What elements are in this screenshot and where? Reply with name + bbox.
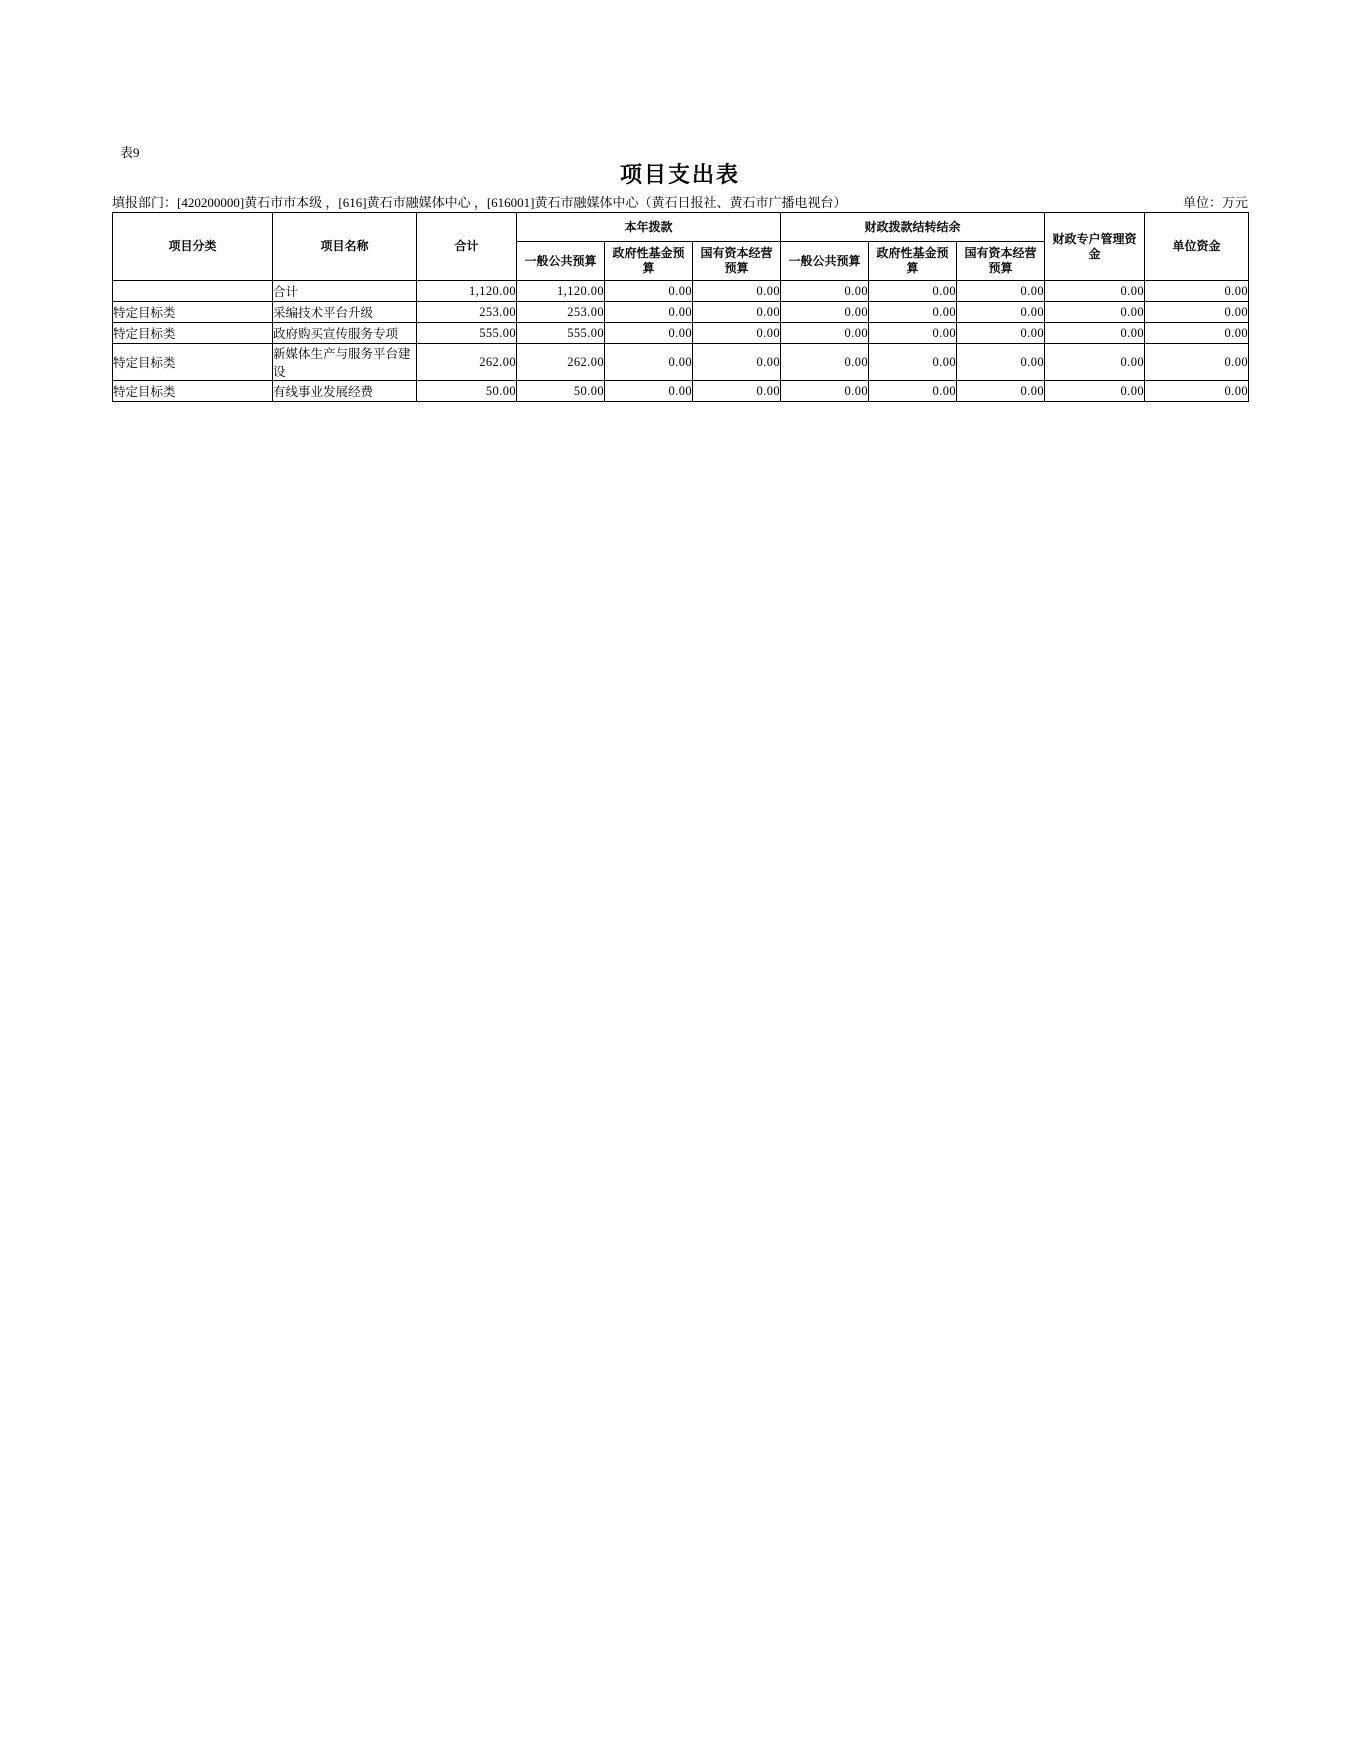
- cell-co-capital: 0.00: [957, 302, 1045, 323]
- cell-total: 50.00: [417, 381, 517, 402]
- cell-project-name: 采编技术平台升级: [273, 302, 417, 323]
- header-cy-general-public: 一般公共预算: [517, 242, 605, 281]
- reporting-department-label: 填报部门：[420200000]黄石市市本级 ，[616]黄石市融媒体中心 ，[616001]黄石市融媒体中心（黄石日报社、黄石市广播电视台）: [112, 195, 847, 210]
- cell-co-fund: 0.00: [869, 344, 957, 381]
- cell-special: 0.00: [1045, 381, 1145, 402]
- cell-unit: 0.00: [1145, 323, 1249, 344]
- table-header: [113, 213, 1249, 281]
- cell-co-general: 0.00: [781, 323, 869, 344]
- cell-special: 0.00: [1045, 344, 1145, 381]
- cell-category: [113, 281, 273, 302]
- cell-co-capital: 0.00: [957, 344, 1045, 381]
- cell-unit: 0.00: [1145, 281, 1249, 302]
- cell-project-name: 政府购买宣传服务专项: [273, 323, 417, 344]
- header-total: 合计: [417, 213, 517, 281]
- cell-co-fund: 0.00: [869, 302, 957, 323]
- cell-category: 特定目标类: [113, 344, 273, 381]
- cell-total: 262.00: [417, 344, 517, 381]
- cell-co-general: 0.00: [781, 281, 869, 302]
- cell-special: 0.00: [1045, 302, 1145, 323]
- cell-project-name: 有线事业发展经费: [273, 381, 417, 402]
- header-group-carryover: 财政拨款结转结余: [781, 213, 1045, 242]
- cell-total: 253.00: [417, 302, 517, 323]
- cell-special: 0.00: [1045, 281, 1145, 302]
- table-row: [113, 381, 1249, 402]
- cell-total: 555.00: [417, 323, 517, 344]
- cell-co-capital: 0.00: [957, 281, 1045, 302]
- cell-special: 0.00: [1045, 323, 1145, 344]
- cell-cy-fund: 0.00: [605, 344, 693, 381]
- cell-co-general: 0.00: [781, 381, 869, 402]
- table-row: [113, 323, 1249, 344]
- cell-cy-capital: 0.00: [693, 344, 781, 381]
- cell-unit: 0.00: [1145, 381, 1249, 402]
- cell-project-name: 合计: [273, 281, 417, 302]
- cell-co-capital: 0.00: [957, 323, 1045, 344]
- table-body: [113, 281, 1249, 402]
- cell-co-general: 0.00: [781, 344, 869, 381]
- header-project-name: 项目名称: [273, 213, 417, 281]
- sheet-tag: 表9: [120, 145, 140, 160]
- cell-category: 特定目标类: [113, 302, 273, 323]
- header-cy-gov-fund: 政府性基金预算: [605, 242, 693, 281]
- cell-cy-fund: 0.00: [605, 281, 693, 302]
- cell-co-general: 0.00: [781, 302, 869, 323]
- cell-unit: 0.00: [1145, 344, 1249, 381]
- header-unit-funds: 单位资金: [1145, 213, 1249, 281]
- header-co-state-capital: 国有资本经营预算: [957, 242, 1045, 281]
- cell-project-name: 新媒体生产与服务平台建设: [273, 344, 417, 381]
- cell-cy-fund: 0.00: [605, 381, 693, 402]
- cell-cy-general: 555.00: [517, 323, 605, 344]
- cell-cy-general: 50.00: [517, 381, 605, 402]
- cell-cy-general: 253.00: [517, 302, 605, 323]
- cell-co-fund: 0.00: [869, 381, 957, 402]
- cell-cy-fund: 0.00: [605, 323, 693, 344]
- cell-cy-fund: 0.00: [605, 302, 693, 323]
- cell-co-fund: 0.00: [869, 281, 957, 302]
- cell-cy-capital: 0.00: [693, 323, 781, 344]
- cell-unit: 0.00: [1145, 302, 1249, 323]
- header-cy-state-capital: 国有资本经营预算: [693, 242, 781, 281]
- header-category: 项目分类: [113, 213, 273, 281]
- header-group-current-year: 本年拨款: [517, 213, 781, 242]
- cell-cy-general: 1,120.00: [517, 281, 605, 302]
- cell-co-capital: 0.00: [957, 381, 1045, 402]
- table-row: [113, 281, 1249, 302]
- unit-label: 单位：万元: [1182, 195, 1248, 210]
- cell-cy-capital: 0.00: [693, 281, 781, 302]
- table-row: [113, 344, 1249, 381]
- project-expenditure-table: [112, 212, 1249, 402]
- cell-cy-capital: 0.00: [693, 381, 781, 402]
- header-co-general-public: 一般公共预算: [781, 242, 869, 281]
- cell-cy-capital: 0.00: [693, 302, 781, 323]
- cell-category: 特定目标类: [113, 381, 273, 402]
- meta-row: [112, 192, 1248, 211]
- table-row: [113, 302, 1249, 323]
- page-title: 项目支出表: [619, 162, 740, 187]
- header-special-account: 财政专户管理资金: [1045, 213, 1145, 281]
- header-co-gov-fund: 政府性基金预算: [869, 242, 957, 281]
- cell-total: 1,120.00: [417, 281, 517, 302]
- cell-co-fund: 0.00: [869, 323, 957, 344]
- cell-cy-general: 262.00: [517, 344, 605, 381]
- cell-category: 特定目标类: [113, 323, 273, 344]
